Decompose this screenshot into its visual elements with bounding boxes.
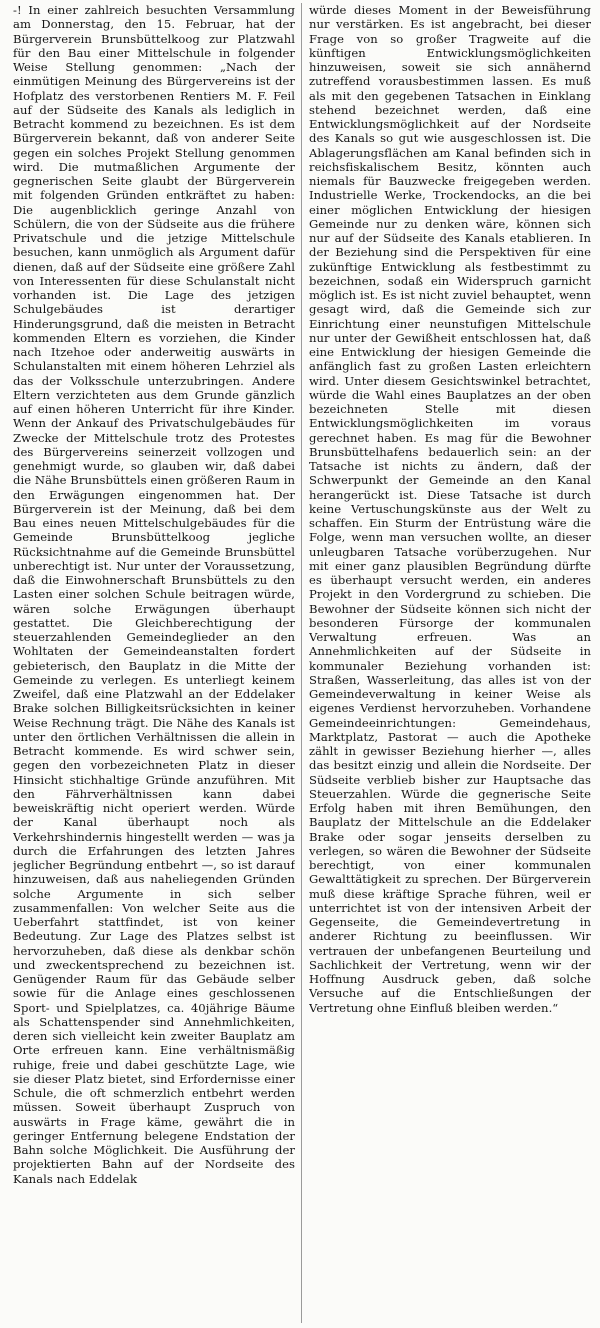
- article-text-right: würde dieses Moment in der Beweisführung nur verstärken. Es ist angebracht, bei dieser Frage von so großer Tragweite auf die künftigen Entwicklungsmöglichkeiten hinzuweisen, soweit sie sich annähernd zutreffend vorausbestimmen lassen. Es muß als mit den gegebenen Tatsachen in Einklang stehend bezeichnet werden, daß eine Entwicklungsmöglichkeit auf der Nordseite des Kanals so gut wie ausgeschlossen ist. Die Ablagerungsflächen am Kanal befinden sich in reichsfiskalischem Besitz, könnten auch niemals für Bauzwecke freigegeben werden. Industrielle Werke, Trockendocks, an die bei einer möglichen Entwicklung der hiesigen Gemeinde nur zu denken wäre, können sich nur auf der Südseite des Kanals etablieren. In der Beziehung sind die Perspektiven für eine zukünftige Entwicklung als festbestimmt zu bezeichnen, sodaß ein Widerspruch garnicht möglich ist. Es ist nicht zuviel behauptet, wenn gesagt wird, daß die Gemeinde sich zur Einrichtung einer neunstufigen Mittelschule nur unter der Gewißheit entschlossen hat, daß eine Entwicklung der hiesigen Gemeinde die anfänglich fast zu großen Lasten erleichtern wird. Unter diesem Gesichtswinkel betrachtet, würde die Wahl eines Bauplatzes an der oben bezeichneten Stelle mit diesen Entwicklungsmöglichkeiten im voraus gerechnet haben. Es mag für die Bewohner Brunsbüttelhafens bedauerlich sein: an der Tatsache ist nichts zu ändern, daß der Schwerpunkt der Gemeinde an den Kanal herangerückt ist. Diese Tatsache ist durch keine Vertuschungskünste aus der Welt zu schaffen. Ein Sturm der Entrüstung wäre die Folge, wenn man versuchen wollte, an dieser unleugbaren Tatsache vorüberzugehen. Nur mit einer ganz plausiblen Begründung dürfte es überhaupt versucht werden, ein anderes Projekt in den Vordergrund zu schieben. Die Bewohner der Südseite können sich nicht der besonderen Fürsorge der kommunalen Verwaltung erfreuen. Was an Annehmlichkeiten auf der Südseite in kommunaler Beziehung vorhanden ist: Straßen, Wasserleitung, das alles ist von der Gemeindeverwaltung in keiner Weise als eigenes Verdienst hervorzuheben. Vorhandene Gemeindeeinrichtungen: Gemeindehaus, Marktplatz, Pastorat — auch die Apotheke zählt in gewisser Beziehung hierher —, alles das besitzt einzig und allein die Nordseite. Der Südseite verblieb bisher zur Hauptsache das Steuerzahlen. Würde die gegnerische Seite Erfolg haben mit ihren Bemühungen, den Bauplatz der Mittelschule an die Eddelaker Brake oder sogar jenseits derselben zu verlegen, so wären die Bewohner der Südseite berechtigt, von einer kommunalen Gewalttätigkeit zu sprechen. Der Bürgerverein muß diese kräftige Sprache führen, weil er unterrichtet ist von der intensiven Arbeit der Gegenseite, die Gemeindevertretung in anderer Richtung zu beeinflussen. Wir vertrauen der unbefangenen Beurteilung und Sachlichkeit der Vertretung, wenn wir der Hoffnung Ausdruck geben, daß solche Versuche auf die Entschließungen der Vertretung ohne Einfluß bleiben werden.“: [309, 3, 591, 1015]
- article-text-left: -! In einer zahlreich besuchten Versammlung am Donnerstag, den 15. Februar, hat der Bürgerverein Brunsbüttelkoog zur Platzwahl für den Bau einer Mittelschule in folgender Weise Stellung genommen: „Nach der einmütigen Meinung des Bürgervereins ist der Hofplatz des verstorbenen Rentiers M. F. Feil auf der Südseite des Kanals als lediglich in Betracht kommend zu bezeichnen. Es ist dem Bürgerverein bekannt, daß von anderer Seite gegen ein solches Projekt Stellung genommen wird. Die mutmaßlichen Argumente der gegnerischen Seite glaubt der Bürgerverein mit folgenden Gründen entkräftet zu haben: Die augenblicklich geringe Anzahl von Schülern, die von der Südseite aus die frühere Privatschule und die jetzige Mittelschule besuchen, kann unmöglich als Argument dafür dienen, daß auf der Südseite eine größere Zahl von Interessenten für diese Schulanstalt nicht vorhanden ist. Die Lage des jetzigen Schulgebäudes ist derartiger Hinderungsgrund, daß die meisten in Betracht kommenden Eltern es vorziehen, die Kinder nach Itzehoe oder anderweitig auswärts in Schulanstalten mit einem höheren Lehrziel als das der Volksschule unterzubringen. Andere Eltern verzichteten aus dem Grunde gänzlich auf einen höheren Unterricht für ihre Kinder. Wenn der Ankauf des Privatschulgebäudes für Zwecke der Mittelschule trotz des Protestes des Bürgervereins seinerzeit vollzogen und genehmigt wurde, so glauben wir, daß dabei die Nähe Brunsbüttels einen größeren Raum in den Erwägungen eingenommen hat. Der Bürgerverein ist der Meinung, daß bei dem Bau eines neuen Mittelschulgebäudes für die Gemeinde Brunsbüttelkoog jegliche Rücksichtnahme auf die Gemeinde Brunsbüttel unberechtigt ist. Nur unter der Voraussetzung, daß die Einwohnerschaft Brunsbüttels zu den Lasten einer solchen Schule beitragen würde, wären solche Erwägungen überhaupt gestattet. Die Gleichberechtigung der steuerzahlenden Gemeindeglieder an den Wohltaten der Gemeindeanstalten fordert gebieterisch, den Bauplatz in die Mitte der Gemeinde zu verlegen. Es unterliegt keinem Zweifel, daß eine Platzwahl an der Eddelaker Brake solchen Billigkeitsrücksichten in keiner Weise Rechnung trägt. Die Nähe des Kanals ist unter den örtlichen Verhältnissen die allein in Betracht kommende. Es wird schwer sein, gegen den vorbezeichneten Platz in dieser Hinsicht stichhaltige Gründe anzuführen. Mit den Fährverhältnissen kann dabei beweiskräftig nicht operiert werden. Würde der Kanal überhaupt noch als Verkehrshindernis hingestellt werden — was ja durch die Erfahrungen des letzten Jahres jeglicher Begründung entbehrt —, so ist darauf hinzuweisen, daß aus naheliegenden Gründen solche Argumente in sich selber zusammenfallen: Von welcher Seite aus die Ueberfahrt stattfindet, ist von keiner Bedeutung. Zur Lage des Platzes selbst ist hervorzuheben, daß diese als denkbar schön und zweckentsprechend zu bezeichnen ist. Genügender Raum für das Gebäude selber sowie für die Anlage eines geschlossenen Sport- und Spielplatzes, ca. 40jährige Bäume als Schattenspender sind Annehmlichkeiten, deren sich vielleicht kein zweiter Bauplatz am Orte erfreuen kann. Eine verhältnismäßig ruhige, freie und dabei geschützte Lage, wie sie dieser Platz bietet, sind Erfordernisse einer Schule, die oft schmerzlich entbehrt werden müssen. Soweit überhaupt Zuspruch von auswärts in Frage käme, gewährt die in geringer Entfernung belegene Endstation der Bahn solche Möglichkeit. Die Ausführung der projektierten Bahn auf der Nordseite des Kanals nach Eddelak: [13, 3, 295, 1186]
- article-column-left: [13, 3, 295, 1325]
- article-column-right: [309, 3, 591, 1183]
- column-divider: [301, 3, 302, 1323]
